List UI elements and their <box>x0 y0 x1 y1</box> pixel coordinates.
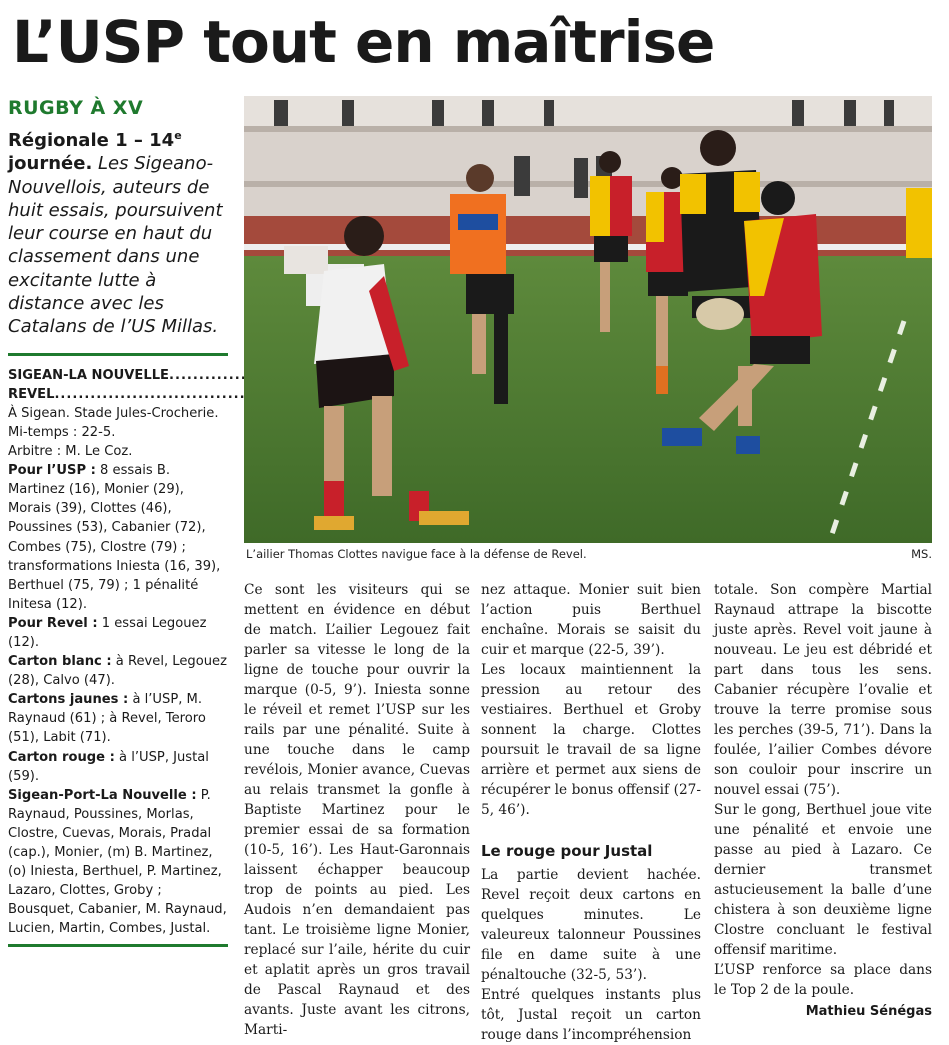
article-column-3 <box>714 580 932 1022</box>
section-kicker: RUGBY À XV <box>8 97 144 119</box>
usp-scorers: Pour l’USP : 8 essais B. Martinez (16), Monier (29), Morais (39), Clottes (46), Poussines (53), Cabanier (72), Combes (75), Clostre (79) ; transformations Iniesta (16, 39), Berthuel (75, 79) ; 1 pénalité Initesa (12). <box>8 463 221 612</box>
article-column-1 <box>244 580 470 1040</box>
red-card: Carton rouge : à l’USP, Justal (59). <box>8 749 209 784</box>
caption-text: L’ailier Thomas Clottes navigue face à la défense de Revel. <box>246 547 587 561</box>
paragraph: Les locaux maintiennent la pression au retour des vestiaires. Berthuel et Groby sonnent la charge. Clottes poursuit le travail de sa ligne arrière et permet aux siens de récupérer le bonus offensif (27-5, 46’). <box>481 662 701 818</box>
paragraph: L’USP renforce sa place dans le Top 2 de la poule. <box>714 962 932 998</box>
rugby-photo-illustration <box>244 96 932 543</box>
paragraph: Ce sont les visiteurs qui se mettent en évidence en début de match. L’ailier Legouez fait parler sa vitesse le long de la ligne de touche pour ouvrir la marque (0-5, 9’). Iniesta sonne le réveil et remet l’USP sur les rails par une pénalité. Suite à une touche dans le camp revélois, Monier avance, Cuevas au relais transmet la gonfle à Baptiste Martinez pour le premier essai de sa formation (10-5, 16’). Les Haut-Garonnais laissent échapper beaucoup trop de points au pied. Les Audois n’en demandaient pas tant. Le troisième ligne Monier, replacé sur l’aile, hérite du cuir et aplatit après un gros travail de Pascal Raynaud et des avants. Juste avant les citrons, Marti- <box>244 582 470 1038</box>
paragraph: La partie devient hachée. Revel reçoit deux cartons en quelques minutes. Le valeureux talonneur Poussines file en dame suite à une pénaltouche (32-5, 53’). <box>481 867 701 983</box>
score-line-away: REVEL ..... <box>8 385 228 404</box>
paragraph: Sur le gong, Berthuel joue vite une pénalité et envoie une passe au pied à Lazaro. Ce dernier transmet astucieusement la balle d’une chistera à son deuxième ligne Clostre concluant le festival offensif maritime. <box>714 802 932 958</box>
score-line-home: SIGEAN-LA NOUVELLE ..... <box>8 366 228 385</box>
yellow-cards: Cartons jaunes : à l’USP, M. Raynaud (61) ; à Revel, Teroro (51), Labit (71). <box>8 692 206 746</box>
author-byline: Mathieu Sénégas <box>805 1004 932 1019</box>
article-column-2 <box>481 580 701 1045</box>
paragraph: nez attaque. Monier suit bien l’action puis Berthuel enchaîne. Morais se saisit du cuir et marque (22-5, 39’). <box>481 582 701 658</box>
match-facts <box>8 366 228 939</box>
match-photo <box>244 96 932 543</box>
lineup: Sigean-Port-La Nouvelle : P. Raynaud, Poussines, Morlas, Clostre, Cuevas, Morais, Pradal (cap.), Monier, (m) B. Martinez, (o) Iniesta, Berthuel, P. Martinez, Lazaro, Clottes, Groby ; Bousquet, Cabanier, M. Raynaud, Lucien, Martin, Combes, Justal. <box>8 787 227 937</box>
intro-paragraph <box>8 124 228 339</box>
paragraph: Entré quelques instants plus tôt, Justal reçoit un carton rouge dans l’incompréhension <box>481 987 701 1043</box>
paragraph: totale. Son compère Martial Raynaud attrape la biscotte juste après. Revel voit jaune à nouveau. Le jeu est débridé et part dans tous les sens. Cabanier récupère l’ovalie et trouve la terre promise sous les perches (39-5, 71’). Dans la foulée, l’ailier Combes dévore son couloir pour inscrire un nouvel essai (75’). <box>714 582 932 798</box>
article-subhead: Le rouge pour Justal <box>481 842 653 860</box>
headline: L’USP tout en maîtrise <box>12 8 715 76</box>
photo-caption <box>246 547 932 561</box>
intro-lead: Régionale 1 – 14e journée. <box>8 129 182 175</box>
divider <box>8 353 228 356</box>
referee-text: Arbitre : M. Le Coz. <box>8 444 133 460</box>
white-cards: Carton blanc : à Revel, Legouez (28), Calvo (47). <box>8 654 227 689</box>
venue-text: À Sigean. Stade Jules-Crocherie. Mi-temps : 22-5. <box>8 405 219 440</box>
left-column <box>8 96 228 947</box>
revel-scorers: Pour Revel : 1 essai Legouez (12). <box>8 615 207 650</box>
intro-text: Les Sigeano-Nouvellois, auteurs de huit essais, poursuivent leur course en haut du classement dans une excitante lutte à distance avec les Catalans de l’US Millas. <box>8 153 223 338</box>
photo-credit: MS. <box>911 547 932 561</box>
divider-bottom <box>8 944 228 947</box>
